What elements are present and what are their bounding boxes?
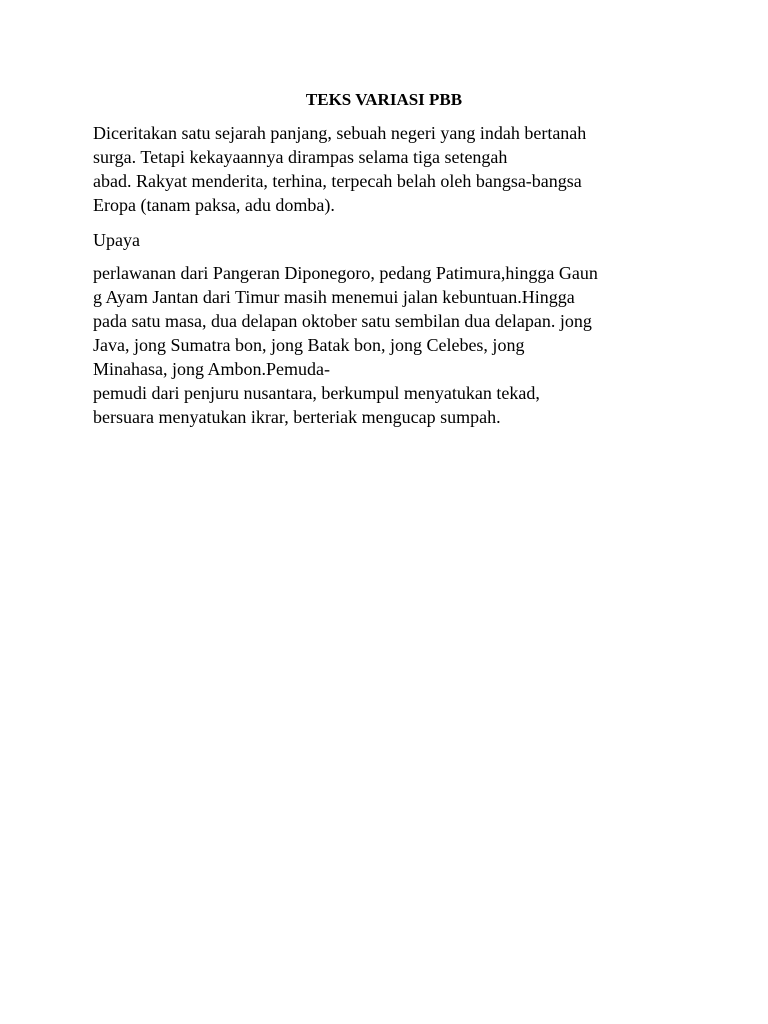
paragraph-line: Java, jong Sumatra bon, jong Batak bon, jong Celebes, jong (93, 335, 525, 355)
paragraph-line: perlawanan dari Pangeran Diponegoro, pedang Patimura,hingga Gaun (93, 263, 598, 283)
paragraph-line: Minahasa, jong Ambon.Pemuda- (93, 359, 330, 379)
paragraph-line: pada satu masa, dua delapan oktober satu sembilan dua delapan. jong (93, 311, 592, 331)
paragraph-line: g Ayam Jantan dari Timur masih menemui jalan kebuntuan.Hingga (93, 287, 575, 307)
paragraph-line: abad. Rakyat menderita, terhina, terpecah belah oleh bangsa-bangsa (93, 171, 582, 191)
paragraph-line: Upaya (93, 230, 140, 250)
paragraph-line: pemudi dari penjuru nusantara, berkumpul menyatukan tekad, (93, 383, 540, 403)
paragraph-line: Eropa (tanam paksa, adu domba). (93, 195, 335, 215)
paragraph-line: bersuara menyatukan ikrar, berteriak mengucap sumpah. (93, 407, 501, 427)
document-title: TEKS VARIASI PBB (305, 90, 463, 109)
paragraph-line: Diceritakan satu sejarah panjang, sebuah negeri yang indah bertanah (93, 123, 587, 143)
paragraph-line: surga. Tetapi kekayaannya dirampas selama tiga setengah (93, 147, 508, 167)
